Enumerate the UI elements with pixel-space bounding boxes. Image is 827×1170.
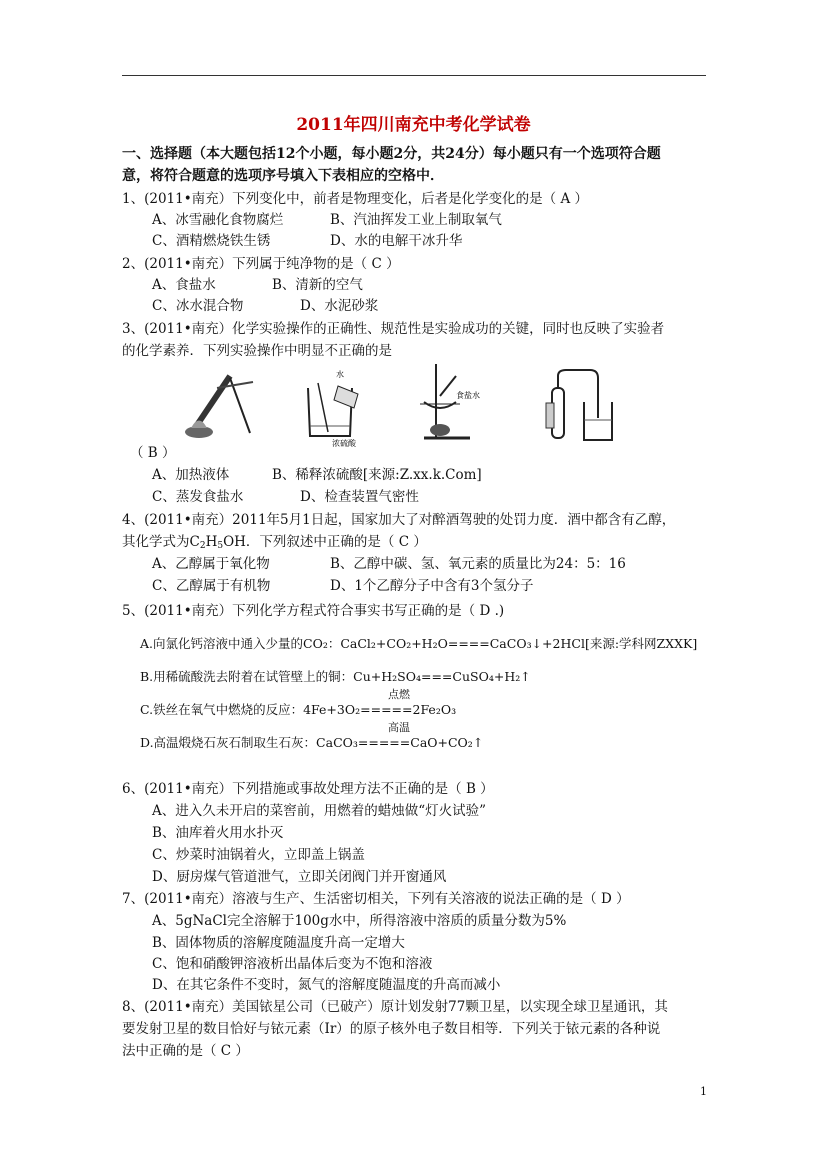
section-heading-line2: 意，将符合题意的选项序号填入下表相应的空格中． (122, 168, 444, 184)
q3-answer: （ B ） (130, 445, 176, 461)
fig-label-water: 水 (336, 370, 344, 379)
q5-option-b: B.用稀硫酸洗去附着在试管壁上的铜：Cu+H₂SO₄===CuSO₄+H₂↑ (140, 669, 531, 684)
q4-stem-line2: 其化学式为$C_2H_5OH$．下列叙述中正确的是（ C ） (122, 534, 427, 551)
q6-option-d: D、厨房煤气管道泄气，立即关闭阀门并开窗通风 (152, 869, 447, 885)
q8-stem-line2: 要发射卫星的数目恰好与铱元素（Ir）的原子核外电子数目相等．下列关于铱元素的各种说 (122, 1021, 661, 1037)
q3-option-b: B、稀释浓硫酸[来源:Z.xx.k.Com] (272, 467, 482, 483)
header-rule (122, 75, 706, 76)
q6-option-c: C、炒菜时油锅着火，立即盖上锅盖 (152, 847, 365, 863)
q4-option-b: B、乙醇中碳、氢、氧元素的质量比为24：5：16 (330, 556, 626, 572)
evaporation-figure (410, 362, 500, 444)
q2-option-c: C、冰水混合物 (152, 298, 244, 314)
q5-option-d: D.高温煅烧石灰石制取生石灰：CaCO₃=====CaO+CO₂↑ (140, 735, 484, 750)
airtightness-check-figure (540, 368, 620, 450)
q4-stem-line1: 4、(2011•南充）2011年5月1日起，国家加大了对醉酒驾驶的处罚力度．酒中都含有乙醇， (122, 512, 676, 528)
q5-c-condition: 点燃 (388, 688, 410, 701)
q8-stem-line3: 法中正确的是（ C ） (122, 1043, 249, 1059)
q3-stem-line1: 3、(2011•南充）化学实验操作的正确性、规范性是实验成功的关键，同时也反映了实验者 (122, 321, 665, 337)
q4-option-d: D、1个乙醇分子中含有3个氢分子 (330, 578, 534, 594)
q6-option-b: B、油库着火用水扑灭 (152, 825, 284, 841)
fig-label-acid: 浓硫酸 (332, 439, 356, 448)
q2-stem: 2、(2011•南充）下列属于纯净物的是（ C ） (122, 256, 400, 272)
q1-option-b: B、汽油挥发工业上制取氧气 (330, 212, 502, 228)
q7-stem: 7、(2011•南充）溶液与生产、生活密切相关，下列有关溶液的说法正确的是（ D ） (122, 891, 630, 907)
q3-option-c: C、蒸发食盐水 (152, 489, 244, 505)
dilute-acid-figure (298, 368, 388, 448)
q7-option-c: C、饱和硝酸钾溶液析出晶体后变为不饱和溶液 (152, 956, 433, 972)
q6-option-a: A、进入久未开启的菜窖前，用燃着的蜡烛做“灯火试验” (152, 803, 487, 819)
q5-option-c: C.铁丝在氧气中燃烧的反应：4Fe+3O₂=====2Fe₂O₃ (140, 702, 457, 717)
q5-stem: 5、(2011•南充）下列化学方程式符合事实书写正确的是（ D .) (122, 603, 505, 619)
q4-option-a: A、乙醇属于氧化物 (152, 556, 270, 572)
q2-option-b: B、清新的空气 (272, 277, 363, 293)
heating-liquid-figure (175, 368, 270, 443)
q3-option-a: A、加热液体 (152, 467, 230, 483)
q5-d-condition: 高温 (388, 721, 410, 734)
q1-stem: 1、(2011•南充）下列变化中，前者是物理变化，后者是化学变化的是（ A ） (122, 191, 589, 207)
q4-option-c: C、乙醇属于有机物 (152, 578, 271, 594)
q3-option-d: D、检查装置气密性 (300, 489, 419, 505)
q5-option-a: A.向氯化钙溶液中通入少量的CO₂：CaCl₂+CO₂+H₂O====CaCO₃↓+2HCl[来源:学科网ZXXK] (140, 636, 698, 651)
section-heading-line1: 一、选择题（本大题包括12个小题，每小题2分，共24分）每小题只有一个选项符合题 (122, 146, 661, 162)
q8-stem-line1: 8、(2011•南充）美国铱星公司（已破产）原计划发射77颗卫星，以实现全球卫星通讯，其 (122, 999, 668, 1015)
q6-stem: 6、(2011•南充）下列措施或事故处理方法不正确的是（ B ） (122, 781, 494, 797)
page-title: 2011年四川南充中考化学试卷 (296, 115, 531, 135)
q1-option-d: D、水的电解干冰升华 (330, 233, 463, 249)
q2-option-a: A、食盐水 (152, 277, 216, 293)
q1-option-c: C、酒精燃烧铁生锈 (152, 233, 271, 249)
q7-option-d: D、在其它条件不变时，氮气的溶解度随温度的升高而减小 (152, 977, 501, 993)
q1-option-a: A、冰雪融化食物腐烂 (152, 212, 284, 228)
q7-option-b: B、固体物质的溶解度随温度升高一定增大 (152, 935, 405, 951)
q7-option-a: A、5gNaCl完全溶解于100g水中，所得溶液中溶质的质量分数为5% (152, 913, 567, 929)
fig-label-salt: 食盐水 (456, 391, 480, 400)
page-number: 1 (700, 1085, 707, 1098)
q3-stem-line2: 的化学素养．下列实验操作中明显不正确的是 (122, 343, 392, 359)
q2-option-d: D、水泥砂浆 (300, 298, 379, 314)
